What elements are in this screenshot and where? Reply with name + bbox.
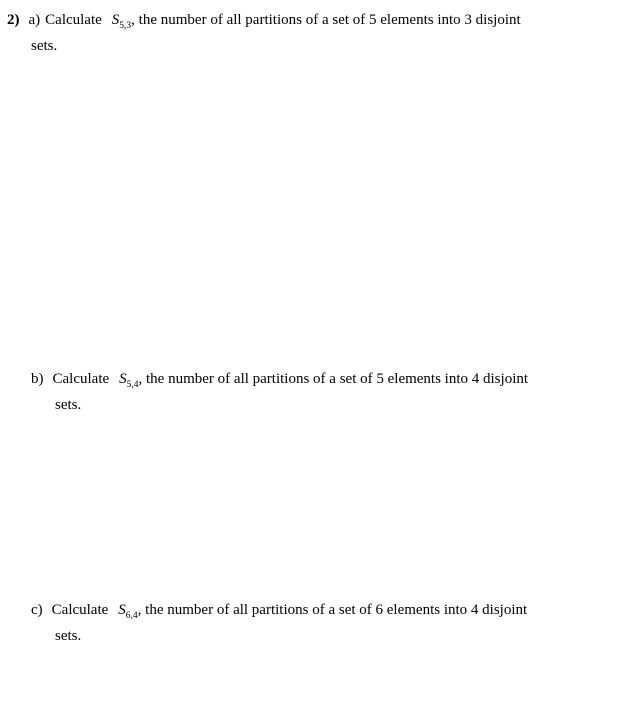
part-c-label: c) [31, 602, 43, 618]
part-a-subscript: 5,3 [119, 21, 132, 31]
part-c-lead: Calculate [51, 602, 109, 618]
part-a-lead: Calculate [45, 12, 102, 28]
part-c-continuation: sets. [55, 628, 82, 644]
part-a-continuation: sets. [31, 38, 58, 54]
part-c-tail: , the number of all partitions of a set of 6 elements into 4 disjoint [137, 602, 528, 618]
part-c-subscript: 6,4 [125, 611, 138, 621]
part-c-symbol: S [118, 602, 126, 618]
part-a-line-2 [31, 37, 57, 55]
part-c-line-1 [31, 601, 527, 621]
part-b-lead: Calculate [52, 371, 110, 387]
part-b-line-2 [55, 396, 81, 414]
part-a-symbol: S [111, 12, 120, 28]
part-a-label: a) [28, 12, 41, 28]
part-a-line-1 [7, 11, 521, 31]
question-number: 2) [7, 12, 20, 28]
part-b-label: b) [31, 371, 44, 387]
part-b-tail: , the number of all partitions of a set of 5 elements into 4 disjoint [138, 371, 529, 387]
part-a-tail: , the number of all partitions of a set of 5 elements into 3 disjoint [131, 12, 521, 28]
part-b-line-1 [31, 370, 528, 390]
part-b-subscript: 5,4 [126, 380, 139, 390]
part-b-continuation: sets. [55, 397, 82, 413]
part-c-line-2 [55, 627, 81, 645]
part-b-symbol: S [119, 371, 127, 387]
